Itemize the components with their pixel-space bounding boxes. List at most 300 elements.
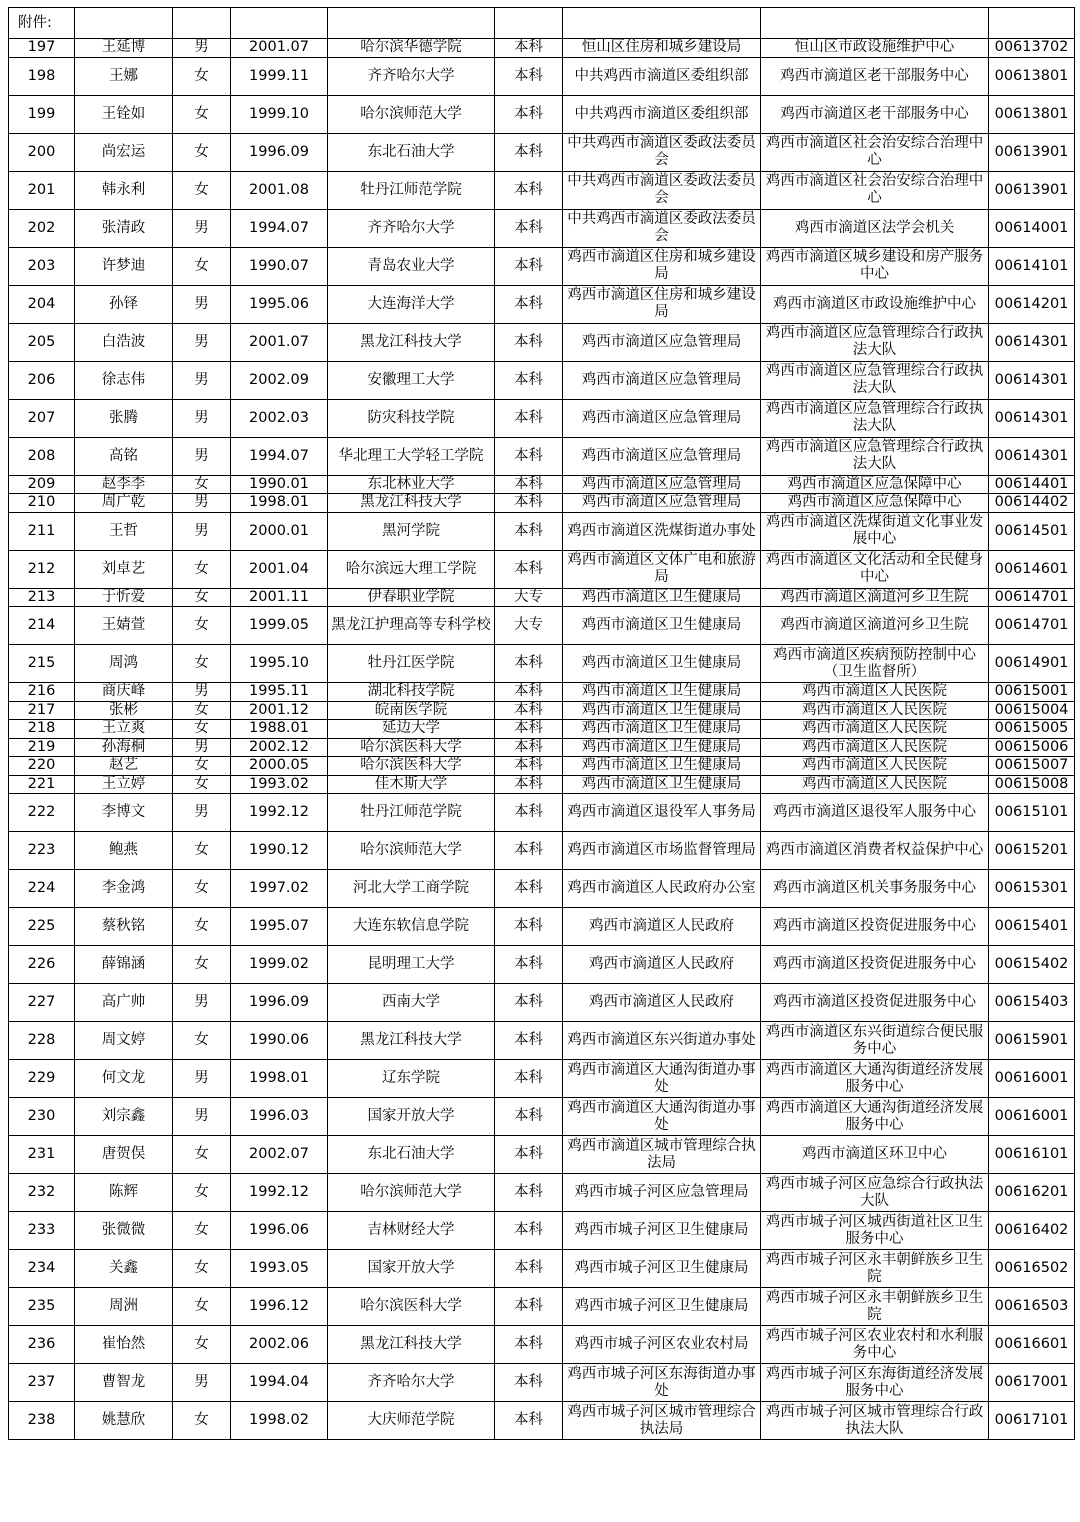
cell-unit: 鸡西市城子河区永丰朝鲜族乡卫生院: [761, 1250, 989, 1288]
cell-school: 黑龙江科技大学: [328, 1022, 495, 1060]
cell-education: 本科: [495, 720, 563, 739]
cell-row-number: 234: [9, 1250, 75, 1288]
cell-position-code: 00615008: [989, 775, 1075, 794]
table-row: [9, 794, 1075, 832]
cell-birth-date: 1993.05: [231, 1250, 328, 1288]
cell-position-code: 00615402: [989, 946, 1075, 984]
cell-birth-date: 1990.07: [231, 247, 328, 285]
cell-name: 周文婷: [75, 1022, 173, 1060]
cell-name: 于忻爱: [75, 588, 173, 607]
cell-name: 周广乾: [75, 494, 173, 513]
attachment-header-row: [9, 8, 1075, 39]
cell-row-number: 217: [9, 701, 75, 720]
cell-gender: 女: [173, 832, 231, 870]
cell-row-number: 225: [9, 908, 75, 946]
cell-school: 齐齐哈尔大学: [328, 57, 495, 95]
cell-birth-date: 2002.07: [231, 1136, 328, 1174]
cell-name: 张彬: [75, 701, 173, 720]
cell-department: 中共鸡西市滴道区委组织部: [563, 57, 761, 95]
cell-row-number: 237: [9, 1364, 75, 1402]
cell-position-code: 00614701: [989, 607, 1075, 645]
cell-unit: 鸡西市滴道区人民医院: [761, 738, 989, 757]
cell-education: 本科: [495, 437, 563, 475]
cell-birth-date: 2002.06: [231, 1326, 328, 1364]
cell-gender: 男: [173, 794, 231, 832]
cell-birth-date: 2001.07: [231, 323, 328, 361]
cell-school: 佳木斯大学: [328, 775, 495, 794]
table-row: [9, 494, 1075, 513]
cell-row-number: 223: [9, 832, 75, 870]
cell-gender: 男: [173, 494, 231, 513]
cell-name: 曹智龙: [75, 1364, 173, 1402]
cell-school: 大庆师范学院: [328, 1402, 495, 1440]
cell-department: 鸡西市滴道区文体广电和旅游局: [563, 550, 761, 588]
cell-position-code: 00614101: [989, 247, 1075, 285]
cell-position-code: 00616001: [989, 1098, 1075, 1136]
cell-school: 黑龙江科技大学: [328, 494, 495, 513]
cell-row-number: 224: [9, 870, 75, 908]
cell-unit: 恒山区市政设施维护中心: [761, 39, 989, 58]
cell-position-code: 00616503: [989, 1288, 1075, 1326]
cell-birth-date: 1995.06: [231, 285, 328, 323]
cell-position-code: 00613901: [989, 171, 1075, 209]
cell-education: 本科: [495, 701, 563, 720]
cell-school: 哈尔滨师范大学: [328, 1174, 495, 1212]
cell-department: 鸡西市滴道区卫生健康局: [563, 775, 761, 794]
cell-gender: 男: [173, 1098, 231, 1136]
cell-gender: 女: [173, 247, 231, 285]
cell-department: 鸡西市滴道区卫生健康局: [563, 607, 761, 645]
cell-unit: 鸡西市城子河区永丰朝鲜族乡卫生院: [761, 1288, 989, 1326]
cell-birth-date: 1994.07: [231, 209, 328, 247]
cell-row-number: 219: [9, 738, 75, 757]
cell-school: 延边大学: [328, 720, 495, 739]
cell-name: 张腾: [75, 399, 173, 437]
cell-position-code: 00615001: [989, 683, 1075, 702]
cell-name: 赵李李: [75, 475, 173, 494]
cell-education: 本科: [495, 870, 563, 908]
cell-name: 许梦迪: [75, 247, 173, 285]
cell-school: 国家开放大学: [328, 1098, 495, 1136]
cell-unit: 鸡西市滴道区退役军人服务中心: [761, 794, 989, 832]
cell-unit: 鸡西市滴道区滴道河乡卫生院: [761, 607, 989, 645]
cell-unit: 鸡西市城子河区农业农村和水利服务中心: [761, 1326, 989, 1364]
cell-department: 鸡西市滴道区住房和城乡建设局: [563, 247, 761, 285]
cell-gender: 女: [173, 607, 231, 645]
cell-school: 大连海洋大学: [328, 285, 495, 323]
cell-birth-date: 1999.05: [231, 607, 328, 645]
cell-department: 鸡西市滴道区市场监督管理局: [563, 832, 761, 870]
table-row: [9, 57, 1075, 95]
cell-birth-date: 1999.10: [231, 95, 328, 133]
cell-school: 哈尔滨医科大学: [328, 738, 495, 757]
cell-row-number: 210: [9, 494, 75, 513]
cell-position-code: 00614401: [989, 475, 1075, 494]
cell-department: 鸡西市滴道区卫生健康局: [563, 683, 761, 702]
cell-department: 鸡西市滴道区卫生健康局: [563, 588, 761, 607]
cell-name: 王哲: [75, 512, 173, 550]
table-row: [9, 247, 1075, 285]
cell-name: 陈辉: [75, 1174, 173, 1212]
cell-unit: 鸡西市滴道区投资促进服务中心: [761, 984, 989, 1022]
cell-gender: 女: [173, 908, 231, 946]
table-row: [9, 1250, 1075, 1288]
cell-department: 鸡西市滴道区应急管理局: [563, 475, 761, 494]
cell-name: 何文龙: [75, 1060, 173, 1098]
cell-position-code: 00615101: [989, 794, 1075, 832]
table-row: [9, 550, 1075, 588]
cell-position-code: 00617101: [989, 1402, 1075, 1440]
cell-birth-date: 1995.07: [231, 908, 328, 946]
cell-name: 孙海桐: [75, 738, 173, 757]
cell-unit: 鸡西市滴道区机关事务服务中心: [761, 870, 989, 908]
cell-unit: 鸡西市滴道区人民医院: [761, 757, 989, 776]
cell-department: 鸡西市滴道区人民政府: [563, 984, 761, 1022]
cell-gender: 女: [173, 1326, 231, 1364]
cell-school: 安徽理工大学: [328, 361, 495, 399]
cell-birth-date: 1992.12: [231, 794, 328, 832]
cell-unit: 鸡西市滴道区社会治安综合治理中心: [761, 171, 989, 209]
table-row: [9, 285, 1075, 323]
cell-unit: 鸡西市滴道区人民医院: [761, 775, 989, 794]
cell-department: 鸡西市城子河区农业农村局: [563, 1326, 761, 1364]
cell-gender: 男: [173, 512, 231, 550]
cell-unit: 鸡西市滴道区法学会机关: [761, 209, 989, 247]
cell-birth-date: 2001.07: [231, 39, 328, 58]
cell-school: 黑龙江科技大学: [328, 1326, 495, 1364]
cell-birth-date: 1999.11: [231, 57, 328, 95]
cell-row-number: 198: [9, 57, 75, 95]
cell-school: 东北林业大学: [328, 475, 495, 494]
cell-name: 高铭: [75, 437, 173, 475]
cell-name: 唐贺俣: [75, 1136, 173, 1174]
cell-birth-date: 1996.06: [231, 1212, 328, 1250]
cell-birth-date: 2002.12: [231, 738, 328, 757]
cell-gender: 女: [173, 1250, 231, 1288]
cell-gender: 女: [173, 701, 231, 720]
cell-school: 哈尔滨医科大学: [328, 1288, 495, 1326]
cell-position-code: 00616101: [989, 1136, 1075, 1174]
cell-gender: 女: [173, 645, 231, 683]
cell-name: 白浩波: [75, 323, 173, 361]
cell-education: 本科: [495, 39, 563, 58]
table-row: [9, 361, 1075, 399]
cell-name: 王娜: [75, 57, 173, 95]
cell-department: 鸡西市滴道区应急管理局: [563, 437, 761, 475]
table-row: [9, 399, 1075, 437]
cell-unit: 鸡西市滴道区疾病预防控制中心（卫生监督所）: [761, 645, 989, 683]
cell-birth-date: 1998.01: [231, 494, 328, 513]
cell-position-code: 00616402: [989, 1212, 1075, 1250]
cell-row-number: 205: [9, 323, 75, 361]
cell-education: 本科: [495, 512, 563, 550]
cell-gender: 男: [173, 683, 231, 702]
cell-row-number: 230: [9, 1098, 75, 1136]
cell-education: 本科: [495, 683, 563, 702]
table-row: [9, 323, 1075, 361]
cell-school: 东北石油大学: [328, 1136, 495, 1174]
cell-row-number: 203: [9, 247, 75, 285]
cell-education: 本科: [495, 984, 563, 1022]
cell-row-number: 222: [9, 794, 75, 832]
cell-birth-date: 1988.01: [231, 720, 328, 739]
cell-position-code: 00614301: [989, 399, 1075, 437]
cell-birth-date: 1997.02: [231, 870, 328, 908]
cell-gender: 男: [173, 1060, 231, 1098]
cell-row-number: 202: [9, 209, 75, 247]
cell-department: 鸡西市滴道区东兴街道办事处: [563, 1022, 761, 1060]
cell-department: 鸡西市城子河区应急管理局: [563, 1174, 761, 1212]
cell-education: 本科: [495, 1250, 563, 1288]
cell-school: 防灾科技学院: [328, 399, 495, 437]
cell-name: 孙铎: [75, 285, 173, 323]
cell-birth-date: 2002.03: [231, 399, 328, 437]
cell-school: 哈尔滨远大理工学院: [328, 550, 495, 588]
cell-education: 本科: [495, 1212, 563, 1250]
cell-education: 本科: [495, 1136, 563, 1174]
cell-education: 本科: [495, 133, 563, 171]
cell-school: 齐齐哈尔大学: [328, 1364, 495, 1402]
cell-row-number: 228: [9, 1022, 75, 1060]
cell-education: 本科: [495, 494, 563, 513]
cell-birth-date: 2002.09: [231, 361, 328, 399]
cell-education: 本科: [495, 247, 563, 285]
cell-education: 本科: [495, 645, 563, 683]
cell-birth-date: 2000.01: [231, 512, 328, 550]
cell-name: 徐志伟: [75, 361, 173, 399]
cell-unit: 鸡西市滴道区人民医院: [761, 701, 989, 720]
cell-name: 王铨如: [75, 95, 173, 133]
cell-gender: 女: [173, 757, 231, 776]
cell-gender: 男: [173, 323, 231, 361]
cell-education: 本科: [495, 475, 563, 494]
cell-name: 崔怡然: [75, 1326, 173, 1364]
cell-department: 恒山区住房和城乡建设局: [563, 39, 761, 58]
cell-name: 姚慧欣: [75, 1402, 173, 1440]
cell-department: 鸡西市滴道区大通沟街道办事处: [563, 1098, 761, 1136]
cell-department: 鸡西市滴道区应急管理局: [563, 361, 761, 399]
table-row: [9, 1098, 1075, 1136]
cell-school: 河北大学工商学院: [328, 870, 495, 908]
cell-birth-date: 1996.03: [231, 1098, 328, 1136]
cell-unit: 鸡西市滴道区人民医院: [761, 720, 989, 739]
table-row: [9, 133, 1075, 171]
cell-unit: 鸡西市滴道区市政设施维护中心: [761, 285, 989, 323]
cell-name: 王婧萱: [75, 607, 173, 645]
cell-position-code: 00615403: [989, 984, 1075, 1022]
cell-unit: 鸡西市滴道区应急管理综合行政执法大队: [761, 399, 989, 437]
cell-birth-date: 1990.12: [231, 832, 328, 870]
cell-name: 周鸿: [75, 645, 173, 683]
cell-department: 鸡西市城子河区卫生健康局: [563, 1288, 761, 1326]
cell-row-number: 216: [9, 683, 75, 702]
cell-row-number: 208: [9, 437, 75, 475]
cell-education: 本科: [495, 946, 563, 984]
cell-education: 本科: [495, 1174, 563, 1212]
cell-unit: 鸡西市滴道区投资促进服务中心: [761, 908, 989, 946]
cell-education: 本科: [495, 908, 563, 946]
cell-unit: 鸡西市滴道区大通沟街道经济发展服务中心: [761, 1060, 989, 1098]
cell-name: 赵艺: [75, 757, 173, 776]
cell-row-number: 227: [9, 984, 75, 1022]
cell-position-code: 00615007: [989, 757, 1075, 776]
cell-gender: 女: [173, 57, 231, 95]
cell-row-number: 204: [9, 285, 75, 323]
cell-school: 国家开放大学: [328, 1250, 495, 1288]
cell-name: 韩永利: [75, 171, 173, 209]
cell-gender: 女: [173, 1212, 231, 1250]
cell-school: 齐齐哈尔大学: [328, 209, 495, 247]
cell-gender: 女: [173, 1174, 231, 1212]
cell-education: 本科: [495, 1402, 563, 1440]
cell-position-code: 00616601: [989, 1326, 1075, 1364]
cell-birth-date: 1998.01: [231, 1060, 328, 1098]
cell-unit: 鸡西市滴道区应急保障中心: [761, 475, 989, 494]
cell-department: 鸡西市滴道区洗煤街道办事处: [563, 512, 761, 550]
cell-department: 鸡西市滴道区应急管理局: [563, 323, 761, 361]
cell-row-number: 214: [9, 607, 75, 645]
cell-education: 本科: [495, 1288, 563, 1326]
cell-name: 张清政: [75, 209, 173, 247]
cell-position-code: 00615401: [989, 908, 1075, 946]
cell-department: 鸡西市城子河区东海街道办事处: [563, 1364, 761, 1402]
cell-gender: 女: [173, 1288, 231, 1326]
cell-department: 鸡西市滴道区退役军人事务局: [563, 794, 761, 832]
table-row: [9, 1288, 1075, 1326]
cell-school: 湖北科技学院: [328, 683, 495, 702]
cell-birth-date: 1996.09: [231, 133, 328, 171]
cell-department: 鸡西市城子河区卫生健康局: [563, 1250, 761, 1288]
cell-education: 本科: [495, 209, 563, 247]
cell-position-code: 00613801: [989, 95, 1075, 133]
cell-birth-date: 1995.11: [231, 683, 328, 702]
cell-position-code: 00614201: [989, 285, 1075, 323]
cell-unit: 鸡西市滴道区大通沟街道经济发展服务中心: [761, 1098, 989, 1136]
cell-position-code: 00615901: [989, 1022, 1075, 1060]
cell-position-code: 00614301: [989, 323, 1075, 361]
cell-education: 本科: [495, 757, 563, 776]
cell-unit: 鸡西市滴道区应急管理综合行政执法大队: [761, 323, 989, 361]
table-row: [9, 908, 1075, 946]
cell-name: 刘宗鑫: [75, 1098, 173, 1136]
cell-school: 青岛农业大学: [328, 247, 495, 285]
cell-position-code: 00615004: [989, 701, 1075, 720]
cell-department: 中共鸡西市滴道区委政法委员会: [563, 209, 761, 247]
cell-row-number: 206: [9, 361, 75, 399]
cell-row-number: 232: [9, 1174, 75, 1212]
cell-department: 鸡西市滴道区应急管理局: [563, 399, 761, 437]
cell-position-code: 00615301: [989, 870, 1075, 908]
table-row: [9, 1022, 1075, 1060]
cell-department: 鸡西市城子河区卫生健康局: [563, 1212, 761, 1250]
table-row: [9, 1402, 1075, 1440]
cell-birth-date: 1994.07: [231, 437, 328, 475]
cell-unit: 鸡西市滴道区人民医院: [761, 683, 989, 702]
table-row: [9, 588, 1075, 607]
table-row: [9, 870, 1075, 908]
cell-position-code: 00613801: [989, 57, 1075, 95]
table-row: [9, 701, 1075, 720]
cell-row-number: 221: [9, 775, 75, 794]
cell-department: 鸡西市滴道区人民政府: [563, 908, 761, 946]
cell-gender: 男: [173, 738, 231, 757]
table-row: [9, 1136, 1075, 1174]
cell-name: 关鑫: [75, 1250, 173, 1288]
table-row: [9, 171, 1075, 209]
table-row: [9, 832, 1075, 870]
cell-name: 尚宏运: [75, 133, 173, 171]
cell-birth-date: 2001.12: [231, 701, 328, 720]
cell-school: 牡丹江医学院: [328, 645, 495, 683]
table-row: [9, 720, 1075, 739]
cell-education: 本科: [495, 1098, 563, 1136]
cell-unit: 鸡西市城子河区城市管理综合行政执法大队: [761, 1402, 989, 1440]
cell-department: 鸡西市滴道区卫生健康局: [563, 757, 761, 776]
cell-birth-date: 1996.09: [231, 984, 328, 1022]
cell-school: 西南大学: [328, 984, 495, 1022]
table-row: [9, 738, 1075, 757]
cell-unit: 鸡西市滴道区东兴街道综合便民服务中心: [761, 1022, 989, 1060]
cell-birth-date: 1993.02: [231, 775, 328, 794]
cell-gender: 女: [173, 870, 231, 908]
cell-education: 本科: [495, 1060, 563, 1098]
cell-row-number: 212: [9, 550, 75, 588]
cell-row-number: 213: [9, 588, 75, 607]
cell-gender: 女: [173, 1022, 231, 1060]
cell-name: 刘卓艺: [75, 550, 173, 588]
cell-department: 鸡西市滴道区住房和城乡建设局: [563, 285, 761, 323]
cell-name: 王立婷: [75, 775, 173, 794]
cell-position-code: 00614402: [989, 494, 1075, 513]
cell-school: 哈尔滨师范大学: [328, 95, 495, 133]
cell-position-code: 00613901: [989, 133, 1075, 171]
cell-unit: 鸡西市滴道区城乡建设和房产服务中心: [761, 247, 989, 285]
cell-gender: 女: [173, 720, 231, 739]
cell-education: 本科: [495, 361, 563, 399]
cell-birth-date: 1998.02: [231, 1402, 328, 1440]
cell-gender: 女: [173, 171, 231, 209]
table-row: [9, 512, 1075, 550]
cell-unit: 鸡西市滴道区应急管理综合行政执法大队: [761, 437, 989, 475]
cell-row-number: 229: [9, 1060, 75, 1098]
table-row: [9, 437, 1075, 475]
cell-name: 高广帅: [75, 984, 173, 1022]
cell-position-code: 00614601: [989, 550, 1075, 588]
table-row: [9, 1212, 1075, 1250]
cell-unit: 鸡西市滴道区老干部服务中心: [761, 95, 989, 133]
cell-birth-date: 1990.01: [231, 475, 328, 494]
cell-school: 牡丹江师范学院: [328, 794, 495, 832]
cell-gender: 男: [173, 361, 231, 399]
cell-row-number: 197: [9, 39, 75, 58]
cell-unit: 鸡西市滴道区滴道河乡卫生院: [761, 588, 989, 607]
cell-gender: 女: [173, 1136, 231, 1174]
cell-row-number: 226: [9, 946, 75, 984]
cell-gender: 男: [173, 437, 231, 475]
cell-education: 本科: [495, 323, 563, 361]
cell-position-code: 00615006: [989, 738, 1075, 757]
cell-birth-date: 2001.11: [231, 588, 328, 607]
cell-school: 牡丹江师范学院: [328, 171, 495, 209]
cell-birth-date: 1992.12: [231, 1174, 328, 1212]
cell-school: 大连东软信息学院: [328, 908, 495, 946]
cell-gender: 女: [173, 95, 231, 133]
cell-position-code: 00616201: [989, 1174, 1075, 1212]
cell-position-code: 00616001: [989, 1060, 1075, 1098]
cell-position-code: 00616502: [989, 1250, 1075, 1288]
table-row: [9, 984, 1075, 1022]
cell-department: 鸡西市滴道区人民政府: [563, 946, 761, 984]
